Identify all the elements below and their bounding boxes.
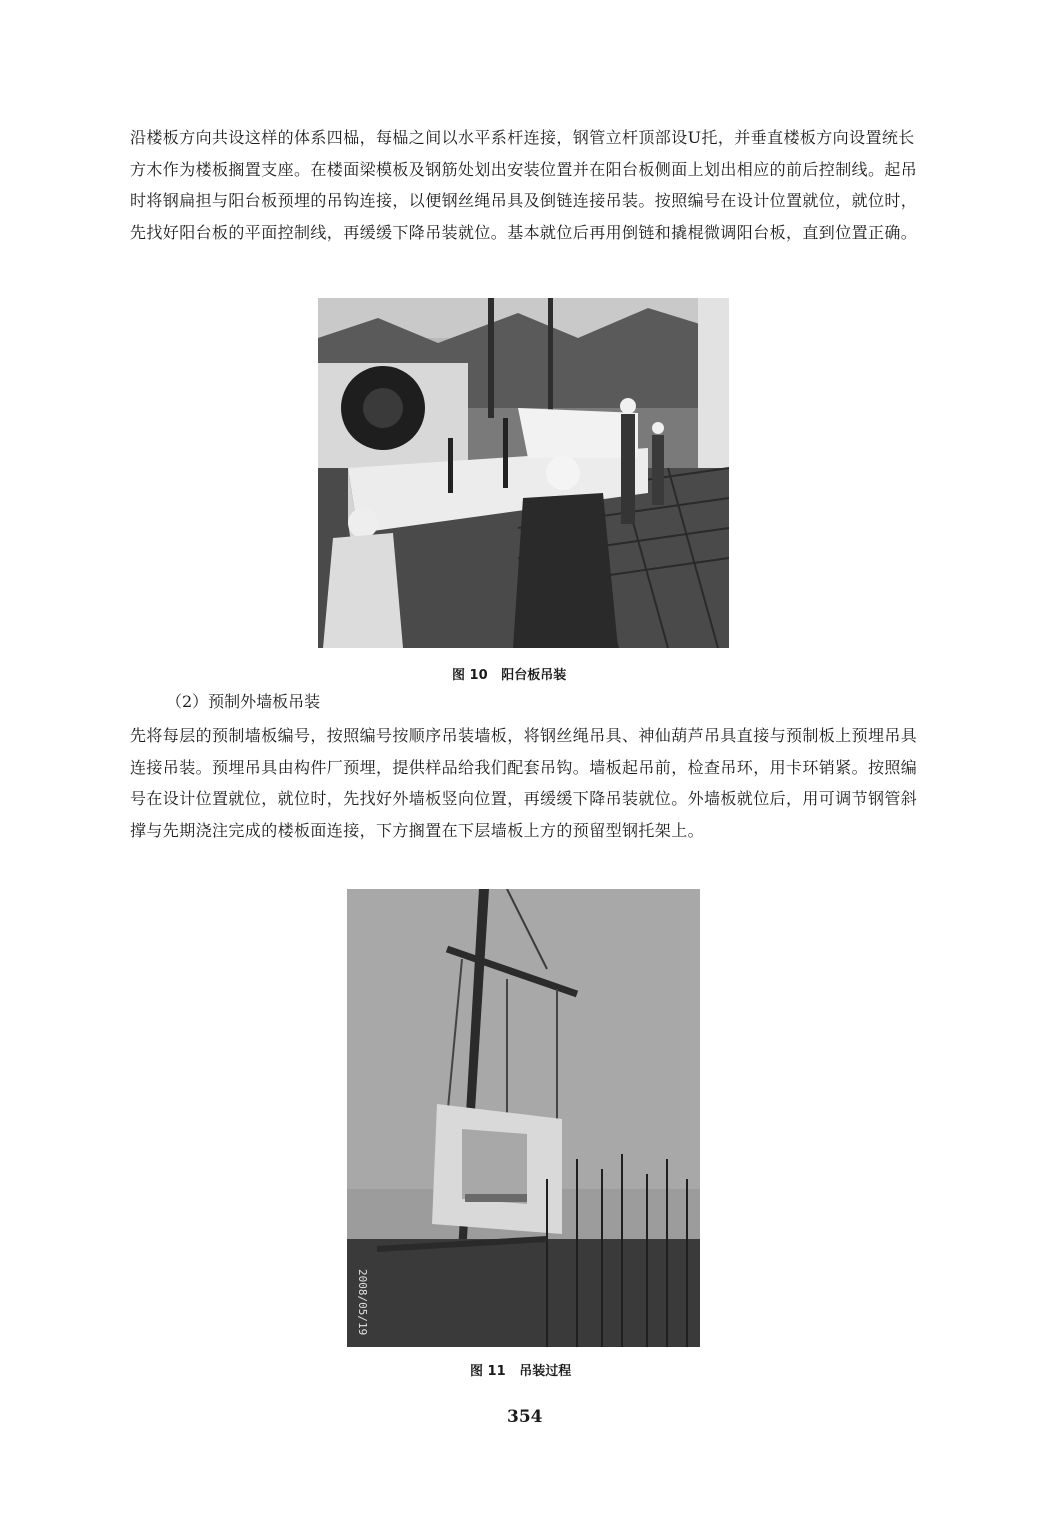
figure-11-caption: 图 11 吊装过程	[470, 1364, 572, 1379]
body-paragraph-1: 沿楼板方向共设这样的体系四榀，每榀之间以水平系杆连接，钢管立杆顶部设U托，并垂直楼板方向设置统长方木作为楼板搁置支座。在楼面梁模板及钢筋处划出安装位置并在阳台板侧面上划出相应的前后控制线。起吊时将钢扁担与阳台板预埋的吊钩连接，以便钢丝绳吊具及倒链连接吊装。按照编号在设计位置就位，就位时，先找好阳台板的平面控制线，再缓缓下降吊装就位。基本就位后再用倒链和撬棍微调阳台板，直到位置正确。	[130, 128, 918, 242]
body-paragraph-2: 先将每层的预制墙板编号，按照编号按顺序吊装墙板，将钢丝绳吊具、神仙葫芦吊具直接与预制板上预埋吊具连接吊装。预埋吊具由构件厂预埋，提供样品给我们配套吊钩。墙板起吊前，检查吊环，用卡环销紧。按照编号在设计位置就位，就位时，先找好外墙板竖向位置，再缓缓下降吊装就位。外墙板就位后，用可调节钢管斜撑与先期浇注完成的楼板面连接，下方搁置在下层墙板上方的预留型钢托架上。	[130, 726, 918, 840]
page-number: 354	[507, 1407, 543, 1427]
figure-10-caption: 图 10 阳台板吊装	[452, 668, 567, 683]
figure-11-photo	[347, 889, 700, 1347]
section-heading: （2）预制外墙板吊装	[166, 692, 321, 711]
photo-datestamp: 2008/05/19	[356, 1269, 369, 1336]
figure-10-photo	[318, 298, 729, 648]
